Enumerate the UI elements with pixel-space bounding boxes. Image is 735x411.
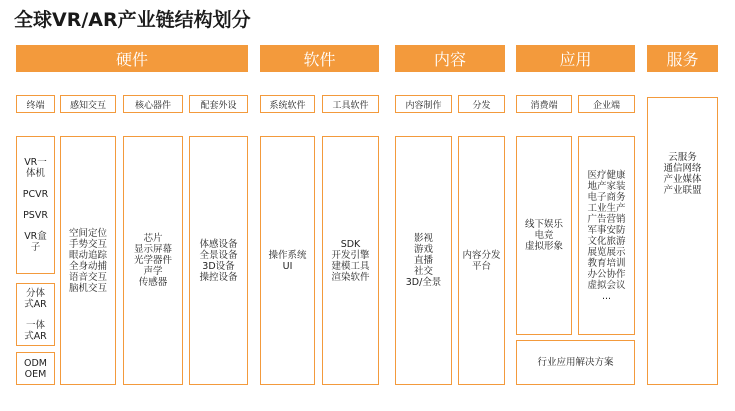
interaction-box <box>60 136 116 385</box>
list-item: 云服务 <box>668 152 697 163</box>
terminal-ar-box <box>16 283 55 346</box>
list-item: 影视 <box>413 233 433 244</box>
list-item: 开发引擎 <box>331 249 370 261</box>
header-software: 软件 <box>260 45 379 72</box>
list-item: 建模工具 <box>331 260 370 272</box>
subheader-core-devices: 核心器件 <box>123 95 183 113</box>
list-item: PSVR <box>23 210 48 221</box>
enterprise-list <box>587 170 625 302</box>
industry-solutions-box <box>516 340 635 385</box>
peripherals-box <box>189 136 248 385</box>
interaction-list <box>69 228 107 294</box>
list-item: 展览展示 <box>587 246 626 258</box>
list-item: 电子商务 <box>587 191 626 203</box>
list-item: 文化旅游 <box>587 235 626 247</box>
header-service: 服务 <box>647 45 718 72</box>
terminal-vr-list <box>23 157 48 253</box>
list-item: 全身动捕 <box>68 260 107 272</box>
list-item: 空间定位 <box>68 227 107 239</box>
list-item: 地产家装 <box>587 180 626 192</box>
list-item: PCVR <box>22 189 49 200</box>
list-item: 电竞 <box>534 230 554 241</box>
list-item: 医疗健康 <box>587 169 626 181</box>
list-item: 游戏 <box>413 244 433 255</box>
list-item: 体机 <box>25 168 45 179</box>
consumer-box <box>516 136 572 335</box>
list-item: 手势交互 <box>68 238 107 250</box>
consumer-list <box>525 219 563 252</box>
terminal-odm-box <box>16 352 55 385</box>
list-item: ... <box>601 290 612 302</box>
list-item: 子 <box>30 242 41 253</box>
list-item: 语音交互 <box>68 271 107 283</box>
distribution-box <box>458 136 505 385</box>
core-devices-box <box>123 136 183 385</box>
list-item: 传感器 <box>138 277 168 288</box>
list-item: 体感设备 <box>199 238 238 250</box>
distribution-list <box>462 250 500 272</box>
list-item: 办公协作 <box>587 268 626 280</box>
list-item: 广告营销 <box>587 213 626 225</box>
subheader-terminal: 终端 <box>16 95 55 113</box>
content-production-list <box>406 233 442 288</box>
system-software-box <box>260 136 315 385</box>
list-item: 教育培训 <box>587 257 626 269</box>
header-content: 内容 <box>395 45 505 72</box>
list-item: VR盒 <box>24 231 47 242</box>
list-item: 一体 <box>25 319 45 331</box>
header-hardware: 硬件 <box>16 45 248 72</box>
content-production-box <box>395 136 452 385</box>
subheader-consumer: 消费端 <box>516 95 572 113</box>
list-item: 脑机交互 <box>68 282 107 294</box>
list-item: 光学器件 <box>133 255 172 266</box>
system-software-list <box>268 250 306 272</box>
terminal-vr-box <box>16 136 55 274</box>
list-item: 产业联盟 <box>663 185 702 196</box>
subheader-content-production: 内容制作 <box>395 95 452 113</box>
service-list <box>663 152 701 196</box>
enterprise-box <box>578 136 635 335</box>
list-item: 眼动追踪 <box>68 249 107 261</box>
subheader-tool-software: 工具软件 <box>322 95 379 113</box>
subheader-enterprise: 企业端 <box>578 95 635 113</box>
list-item: 内容分发 <box>462 249 501 261</box>
list-item: 平台 <box>471 260 491 272</box>
list-item: 产业媒体 <box>663 174 702 185</box>
page-title: 全球VR/AR产业链结构划分 <box>14 9 251 31</box>
list-item: 军事安防 <box>587 224 626 236</box>
list-item: 工业生产 <box>587 202 626 214</box>
core-devices-list <box>134 233 172 288</box>
list-item: 全景设备 <box>199 249 238 261</box>
list-item: 3D/全景 <box>405 277 442 288</box>
list-item: VR一 <box>24 157 47 168</box>
list-item: 社交 <box>413 266 433 277</box>
subheader-system-software: 系统软件 <box>260 95 315 113</box>
list-item: OEM <box>24 368 47 380</box>
peripherals-list <box>199 239 237 283</box>
industry-solutions-label: 行业应用解决方案 <box>537 357 614 368</box>
subheader-interaction: 感知交互 <box>60 95 116 113</box>
list-item: 线下娱乐 <box>524 219 563 230</box>
list-item: 直播 <box>413 255 433 266</box>
list-item: 操控设备 <box>199 271 238 283</box>
list-item: 芯片 <box>143 233 163 244</box>
list-item: 式AR <box>24 330 47 342</box>
list-item: 显示屏幕 <box>133 244 172 255</box>
list-item: 式AR <box>24 298 47 310</box>
tool-software-box <box>322 136 379 385</box>
list-item: UI <box>282 260 293 272</box>
list-item: 虚拟形象 <box>524 241 563 252</box>
list-item: 3D设备 <box>202 260 235 272</box>
list-item: 虚拟会议 <box>587 279 626 291</box>
subheader-distribution: 分发 <box>458 95 505 113</box>
list-item: ODM <box>24 357 47 369</box>
terminal-odm-list <box>24 358 47 380</box>
list-item: SDK <box>340 238 361 250</box>
list-item: 通信网络 <box>663 163 702 174</box>
list-item: 分体 <box>25 287 45 299</box>
service-box <box>647 97 718 385</box>
subheader-peripherals: 配套外设 <box>189 95 248 113</box>
list-item: 声学 <box>143 266 163 277</box>
list-item: 操作系统 <box>268 249 307 261</box>
list-item: 渲染软件 <box>331 271 370 283</box>
terminal-ar-list <box>24 288 47 342</box>
header-application: 应用 <box>516 45 635 72</box>
tool-software-list <box>331 239 369 283</box>
